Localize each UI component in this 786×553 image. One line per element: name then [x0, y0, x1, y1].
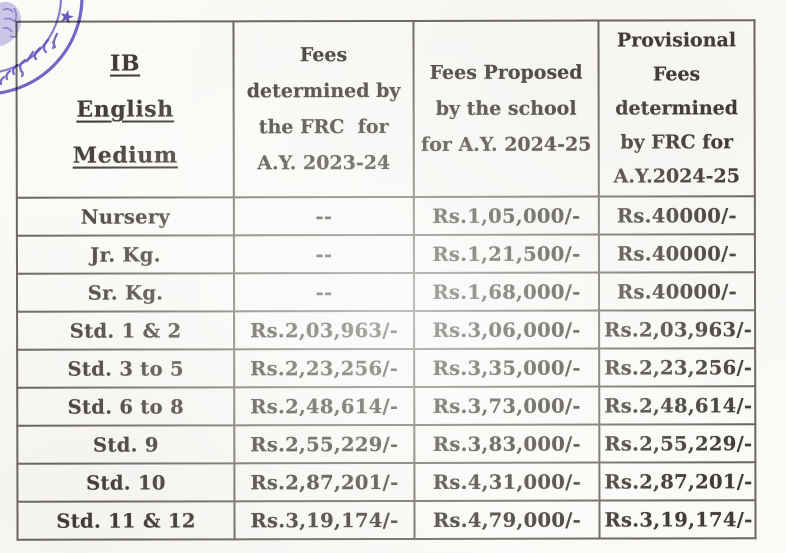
header-line: determined [615, 97, 739, 120]
provisional-2024-25-cell: Rs.40000/- [599, 272, 755, 310]
grade-cell: Std. 3 to 5 [17, 349, 234, 387]
grade-cell: Sr. Kg. [17, 273, 234, 311]
provisional-2024-25-cell: Rs.2,48,614/- [599, 386, 755, 424]
grade-cell: Jr. Kg. [17, 235, 234, 273]
header-line: IB [109, 50, 141, 77]
star-icon: ★ [56, 5, 77, 30]
grade-cell: Std. 6 to 8 [17, 387, 234, 425]
header-line: Fees [299, 44, 348, 67]
fees-table [15, 19, 756, 541]
column-header-frc-2023-24 [233, 21, 413, 197]
header-line: by FRC for [620, 131, 734, 154]
provisional-2024-25-cell: Rs.40000/- [599, 234, 755, 272]
header-line: English [76, 96, 174, 123]
provisional-2024-25-cell: Rs.2,03,963/- [599, 310, 755, 348]
frc-2023-24-cell: Rs.3,19,174/- [234, 501, 414, 539]
column-header-proposed-2024-25 [413, 21, 598, 197]
proposed-2024-25-cell: Rs.1,68,000/- [414, 273, 599, 311]
proposed-2024-25-cell: Rs.3,06,000/- [414, 311, 599, 349]
provisional-2024-25-cell: Rs.2,55,229/- [599, 424, 755, 462]
column-header-grade [16, 21, 233, 197]
header-line: Fees Proposed [429, 61, 583, 84]
proposed-2024-25-cell: Rs.1,05,000/- [414, 197, 599, 235]
grade-cell: Nursery [17, 197, 234, 235]
frc-2023-24-cell: Rs.2,03,963/- [234, 311, 414, 349]
grade-cell: Std. 10 [17, 463, 234, 501]
proposed-2024-25-cell: Rs.4,79,000/- [414, 501, 599, 539]
header-line: determined by [246, 79, 401, 103]
table-row [17, 424, 755, 464]
frc-2023-24-cell: -- [234, 235, 414, 273]
table-row [17, 310, 755, 350]
frc-2023-24-cell: Rs.2,48,614/- [234, 387, 414, 425]
provisional-2024-25-cell: Rs.2,23,256/- [599, 348, 755, 386]
header-line: Fees [652, 63, 701, 86]
provisional-2024-25-cell: Rs.3,19,174/- [599, 500, 755, 538]
frc-2023-24-cell: -- [234, 273, 414, 311]
proposed-2024-25-cell: Rs.3,73,000/- [414, 387, 599, 425]
proposed-2024-25-cell: Rs.1,21,500/- [414, 235, 599, 273]
table-row [17, 196, 755, 236]
frc-2023-24-cell: Rs.2,23,256/- [234, 349, 414, 387]
header-line: for A.Y. 2024-25 [420, 133, 592, 156]
grade-cell: Std. 11 & 12 [17, 501, 234, 539]
frc-2023-24-cell: Rs.2,87,201/- [234, 463, 414, 501]
table-row [17, 462, 755, 502]
table-row [17, 348, 755, 388]
header-line: by the school [435, 97, 577, 120]
grade-cell: Std. 9 [17, 425, 234, 463]
table-row [17, 500, 755, 540]
proposed-2024-25-cell: Rs.3,35,000/- [414, 349, 599, 387]
proposed-2024-25-cell: Rs.3,83,000/- [414, 425, 599, 463]
header-line: A.Y. 2023-24 [257, 151, 391, 175]
provisional-2024-25-cell: Rs.2,87,201/- [599, 462, 755, 500]
header-line: the FRC for [258, 115, 389, 139]
header-line: Medium [72, 142, 178, 169]
table-header-row [16, 20, 754, 198]
provisional-2024-25-cell: Rs.40000/- [599, 196, 755, 234]
proposed-2024-25-cell: Rs.4,31,000/- [414, 463, 599, 501]
table-row [17, 386, 755, 426]
frc-2023-24-cell: -- [234, 197, 414, 235]
table-row [17, 234, 755, 274]
header-line: Provisional [616, 29, 737, 52]
column-header-provisional-2024-25 [598, 20, 754, 196]
table-row [17, 272, 755, 312]
frc-2023-24-cell: Rs.2,55,229/- [234, 425, 414, 463]
grade-cell: Std. 1 & 2 [17, 311, 234, 349]
header-line: A.Y.2024-25 [613, 165, 740, 188]
